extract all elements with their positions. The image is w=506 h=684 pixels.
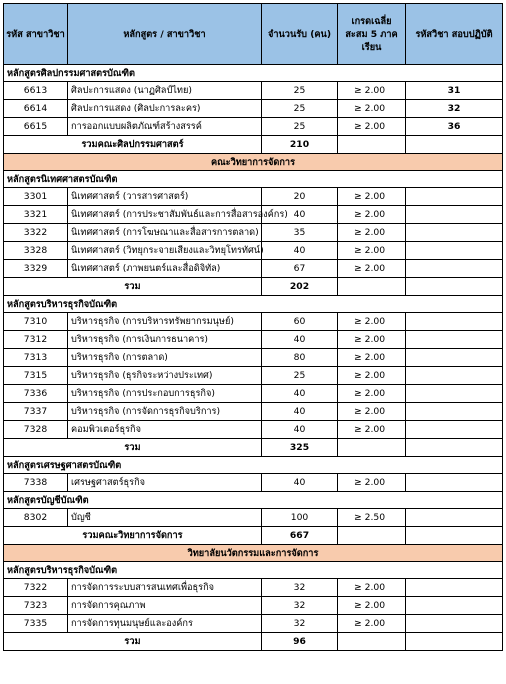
table-row (4, 82, 503, 100)
table-header (4, 4, 503, 65)
sum-value: 325 (262, 439, 338, 457)
major-name: บริหารธุรกิจ (การตลาด) (68, 349, 262, 367)
sum-empty-cell (338, 439, 406, 457)
table-row (4, 367, 503, 385)
major-code: 7336 (4, 385, 68, 403)
sim-code (406, 474, 503, 492)
sum-empty-cell (406, 439, 503, 457)
sum-value: 96 (262, 633, 338, 651)
program-title: หลักสูตรเศรษฐศาสตรบัณฑิต (4, 457, 503, 474)
table-row (4, 615, 503, 633)
seats-count: 25 (262, 118, 338, 136)
table-row (4, 509, 503, 527)
sim-code (406, 313, 503, 331)
major-code: 6614 (4, 100, 68, 118)
major-name: บริหารธุรกิจ (การเงินการธนาคาร) (68, 331, 262, 349)
gpa-requirement: ≥ 2.00 (338, 100, 406, 118)
seats-count: 25 (262, 367, 338, 385)
sim-code (406, 242, 503, 260)
program-row (4, 492, 503, 509)
major-code: 8302 (4, 509, 68, 527)
faculty-title: คณะวิทยาการจัดการ (4, 154, 503, 171)
sum-label: รวม (4, 633, 262, 651)
major-name: บริหารธุรกิจ (การประกอบการธุรกิจ) (68, 385, 262, 403)
sim-code (406, 224, 503, 242)
faculty-row (4, 154, 503, 171)
gpa-requirement: ≥ 2.00 (338, 403, 406, 421)
table-row (4, 597, 503, 615)
table-row (4, 421, 503, 439)
sim-code (406, 421, 503, 439)
sum-value: 202 (262, 278, 338, 296)
admission-table (3, 3, 503, 651)
sum-label: รวมคณะวิทยาการจัดการ (4, 527, 262, 545)
gpa-requirement: ≥ 2.00 (338, 313, 406, 331)
seats-count: 20 (262, 188, 338, 206)
major-name: นิเทศศาสตร์ (วารสารศาสตร์) (68, 188, 262, 206)
gpa-requirement: ≥ 2.50 (338, 509, 406, 527)
sum-empty-cell (406, 527, 503, 545)
table-row (4, 188, 503, 206)
sum-empty-cell (406, 278, 503, 296)
sum-empty-cell (338, 633, 406, 651)
table-row (4, 403, 503, 421)
major-name: ศิลปะการแสดง (ศิลปะการละคร) (68, 100, 262, 118)
sim-code (406, 597, 503, 615)
sum-empty-cell (338, 136, 406, 154)
gpa-requirement: ≥ 2.00 (338, 82, 406, 100)
faculty-row (4, 545, 503, 562)
sim-code (406, 615, 503, 633)
major-name: ศิลปะการแสดง (นาฏศิลป์ไทย) (68, 82, 262, 100)
gpa-requirement: ≥ 2.00 (338, 349, 406, 367)
sim-code (406, 331, 503, 349)
table-row (4, 118, 503, 136)
seats-count: 40 (262, 242, 338, 260)
program-title: หลักสูตรศิลปกรรมศาสตรบัณฑิต (4, 65, 503, 82)
seats-count: 40 (262, 206, 338, 224)
table-row (4, 385, 503, 403)
seats-count: 32 (262, 597, 338, 615)
sim-code (406, 385, 503, 403)
major-code: 3329 (4, 260, 68, 278)
program-row (4, 457, 503, 474)
program-row (4, 65, 503, 82)
seats-count: 40 (262, 421, 338, 439)
seats-count: 40 (262, 474, 338, 492)
table-row (4, 100, 503, 118)
sim-code: 36 (406, 118, 503, 136)
gpa-requirement: ≥ 2.00 (338, 224, 406, 242)
major-code: 7312 (4, 331, 68, 349)
sim-code (406, 349, 503, 367)
major-code: 3301 (4, 188, 68, 206)
table-row (4, 260, 503, 278)
table-row (4, 579, 503, 597)
gpa-requirement: ≥ 2.00 (338, 206, 406, 224)
table-row (4, 474, 503, 492)
sim-code (406, 188, 503, 206)
major-name: การจัดการระบบสารสนเทศเพื่อธุรกิจ (68, 579, 262, 597)
major-code: 3322 (4, 224, 68, 242)
sum-empty-cell (406, 136, 503, 154)
sim-code (406, 579, 503, 597)
sum-empty-cell (406, 633, 503, 651)
major-name: บริหารธุรกิจ (ธุรกิจระหว่างประเทศ) (68, 367, 262, 385)
major-name: บริหารธุรกิจ (การบริหารทรัพยากรมนุษย์) (68, 313, 262, 331)
table-row (4, 349, 503, 367)
major-code: 7323 (4, 597, 68, 615)
major-name: บัญชี (68, 509, 262, 527)
table-row (4, 206, 503, 224)
major-name: นิเทศศาสตร์ (การโฆษณาและสื่อสารการตลาด) (68, 224, 262, 242)
seats-count: 32 (262, 615, 338, 633)
seats-count: 40 (262, 385, 338, 403)
major-name: เศรษฐศาสตร์ธุรกิจ (68, 474, 262, 492)
sum-row (4, 136, 503, 154)
major-name: นิเทศศาสตร์ (การประชาสัมพันธ์และการสื่อสารองค์กร) (68, 206, 262, 224)
gpa-requirement: ≥ 2.00 (338, 331, 406, 349)
gpa-requirement: ≥ 2.00 (338, 242, 406, 260)
major-code: 7337 (4, 403, 68, 421)
table-row (4, 224, 503, 242)
header-gpa: เกรดเฉลี่ย สะสม 5 ภาคเรียน (338, 4, 406, 65)
sum-row (4, 278, 503, 296)
program-title: หลักสูตรนิเทศศาสตรบัณฑิต (4, 171, 503, 188)
gpa-requirement: ≥ 2.00 (338, 118, 406, 136)
major-code: 7338 (4, 474, 68, 492)
major-name: บริหารธุรกิจ (การจัดการธุรกิจบริการ) (68, 403, 262, 421)
major-code: 7310 (4, 313, 68, 331)
seats-count: 35 (262, 224, 338, 242)
major-name: นิเทศศาสตร์ (วิทยุกระจายเสียงและวิทยุโทรทัศน์) (68, 242, 262, 260)
major-code: 7328 (4, 421, 68, 439)
sum-row (4, 633, 503, 651)
program-title: หลักสูตรบริหารธุรกิจบัณฑิต (4, 296, 503, 313)
seats-count: 25 (262, 100, 338, 118)
gpa-requirement: ≥ 2.00 (338, 260, 406, 278)
gpa-requirement: ≥ 2.00 (338, 474, 406, 492)
sum-label: รวมคณะศิลปกรรมศาสตร์ (4, 136, 262, 154)
table-body (4, 65, 503, 651)
header-sim-code: รหัสวิชา สอบปฏิบัติ (406, 4, 503, 65)
sum-empty-cell (338, 278, 406, 296)
sum-label: รวม (4, 439, 262, 457)
major-name: คอมพิวเตอร์ธุรกิจ (68, 421, 262, 439)
major-code: 3321 (4, 206, 68, 224)
seats-count: 32 (262, 579, 338, 597)
major-name: การจัดการทุนมนุษย์และองค์กร (68, 615, 262, 633)
sum-value: 210 (262, 136, 338, 154)
gpa-requirement: ≥ 2.00 (338, 421, 406, 439)
seats-count: 100 (262, 509, 338, 527)
sum-value: 667 (262, 527, 338, 545)
gpa-requirement: ≥ 2.00 (338, 188, 406, 206)
header-code: รหัส สาขาวิชา (4, 4, 68, 65)
major-name: การออกแบบผลิตภัณฑ์สร้างสรรค์ (68, 118, 262, 136)
seats-count: 25 (262, 82, 338, 100)
sim-code (406, 260, 503, 278)
sim-code (406, 509, 503, 527)
table-row (4, 331, 503, 349)
faculty-title: วิทยาลัยนวัตกรรมและการจัดการ (4, 545, 503, 562)
gpa-requirement: ≥ 2.00 (338, 385, 406, 403)
program-title: หลักสูตรบริหารธุรกิจบัณฑิต (4, 562, 503, 579)
seats-count: 60 (262, 313, 338, 331)
sim-code (406, 206, 503, 224)
gpa-requirement: ≥ 2.00 (338, 367, 406, 385)
sum-row (4, 439, 503, 457)
major-code: 3328 (4, 242, 68, 260)
gpa-requirement: ≥ 2.00 (338, 579, 406, 597)
major-code: 7335 (4, 615, 68, 633)
major-code: 7315 (4, 367, 68, 385)
header-seats: จำนวนรับ (คน) (262, 4, 338, 65)
seats-count: 40 (262, 331, 338, 349)
table-row (4, 313, 503, 331)
sim-code (406, 403, 503, 421)
sim-code (406, 367, 503, 385)
major-name: นิเทศศาสตร์ (ภาพยนตร์และสื่อดิจิทัล) (68, 260, 262, 278)
program-row (4, 171, 503, 188)
sim-code: 31 (406, 82, 503, 100)
major-name: การจัดการคุณภาพ (68, 597, 262, 615)
sim-code: 32 (406, 100, 503, 118)
sum-label: รวม (4, 278, 262, 296)
seats-count: 40 (262, 403, 338, 421)
major-code: 7313 (4, 349, 68, 367)
program-title: หลักสูตรบัญชีบัณฑิต (4, 492, 503, 509)
sum-row (4, 527, 503, 545)
table-row (4, 242, 503, 260)
program-row (4, 296, 503, 313)
seats-count: 80 (262, 349, 338, 367)
gpa-requirement: ≥ 2.00 (338, 615, 406, 633)
header-program: หลักสูตร / สาขาวิชา (68, 4, 262, 65)
gpa-requirement: ≥ 2.00 (338, 597, 406, 615)
program-row (4, 562, 503, 579)
sum-empty-cell (338, 527, 406, 545)
seats-count: 67 (262, 260, 338, 278)
major-code: 6615 (4, 118, 68, 136)
major-code: 6613 (4, 82, 68, 100)
major-code: 7322 (4, 579, 68, 597)
